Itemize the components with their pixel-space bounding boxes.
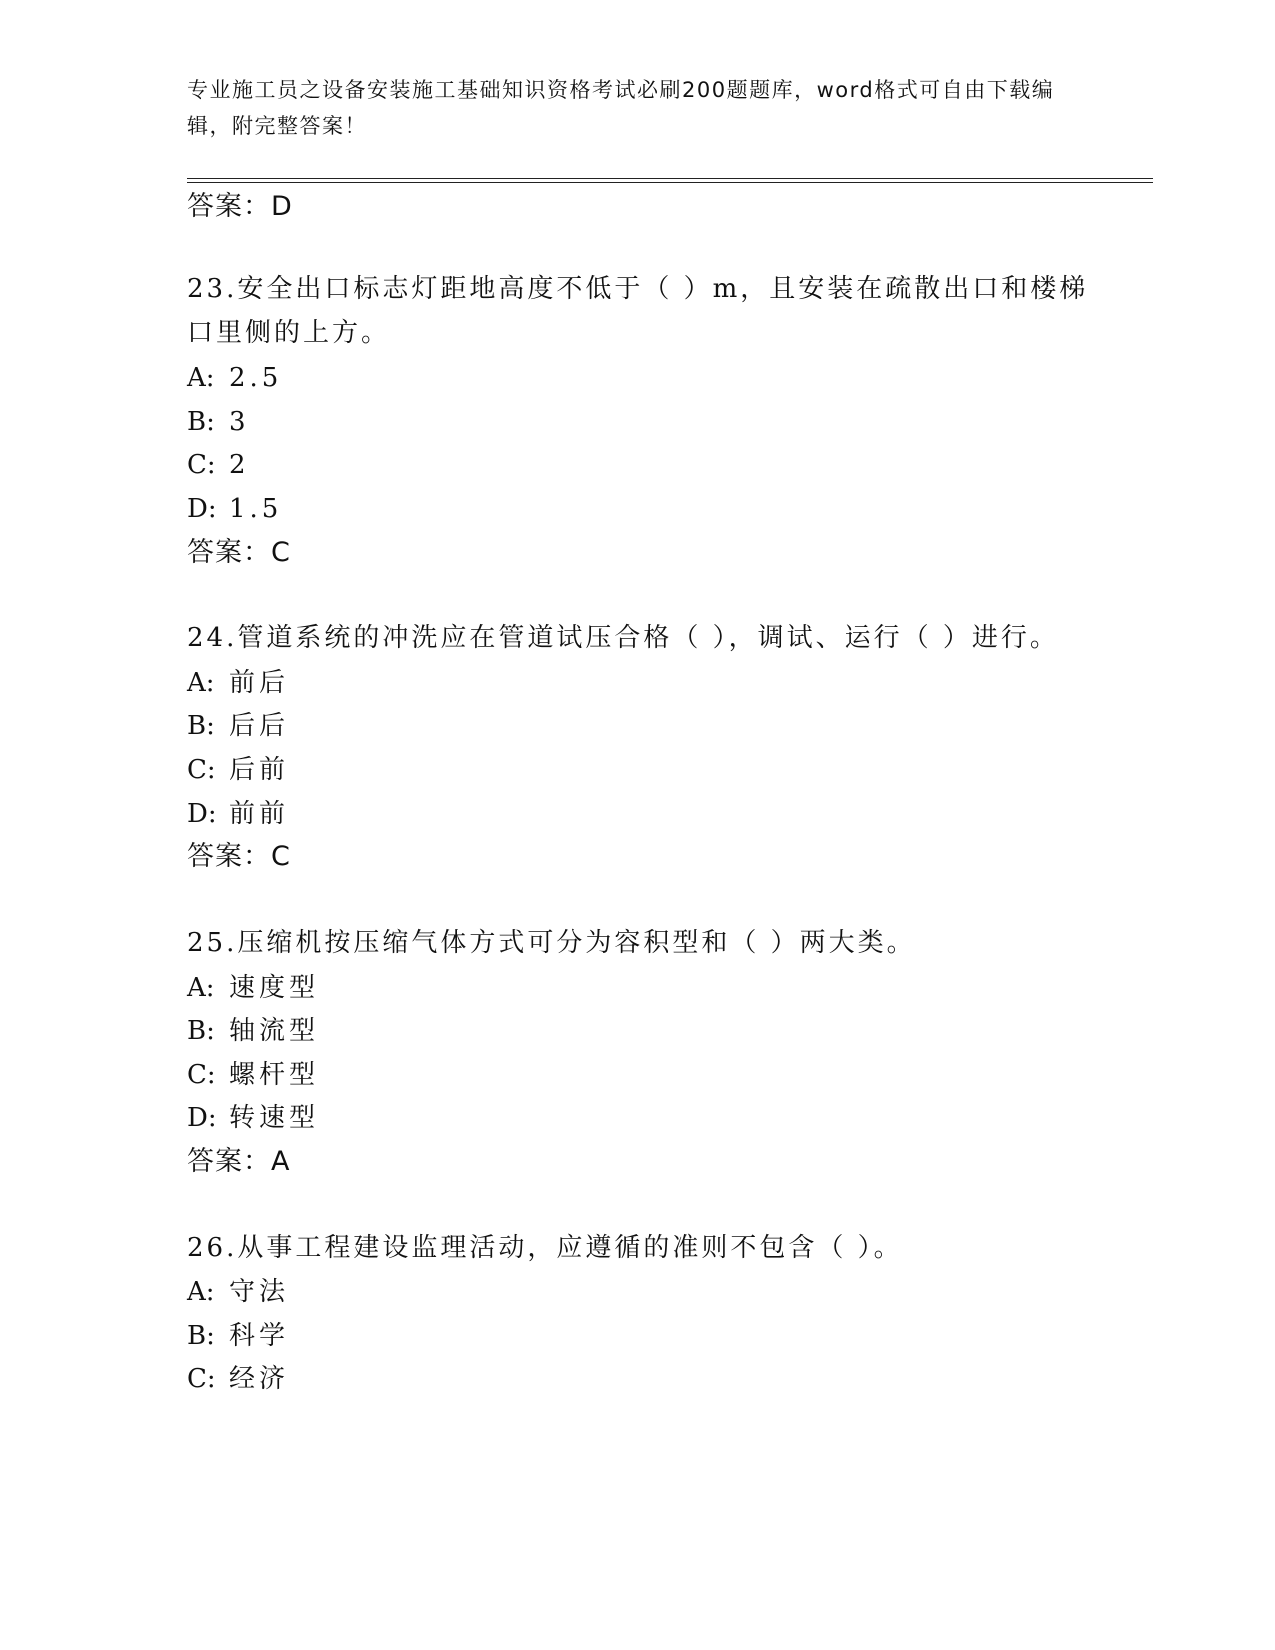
document-header-title: 专业施工员之设备安装施工基础知识资格考试必刷200题题库，word格式可自由下载编辑，附完整答案！ — [187, 78, 1055, 138]
question-24-answer: 答案：C — [187, 841, 291, 872]
question-26-option-c — [187, 1362, 289, 1396]
option-text: 螺杆型 — [229, 1060, 320, 1090]
question-23-text-line1: 23.安全出口标志灯距地高度不低于（ ）m，且安装在疏散出口和楼梯 — [187, 274, 1089, 304]
option-text: 后后 — [229, 711, 290, 741]
option-letter: D: — [187, 494, 217, 524]
question-23-text-line2: 口里侧的上方。 — [187, 318, 391, 348]
option-text: 转速型 — [229, 1103, 320, 1133]
option-letter: A: — [187, 668, 215, 698]
question-25-option-c — [187, 1058, 319, 1092]
question-23-option-d — [187, 492, 282, 526]
option-text: 2.5 — [229, 363, 283, 393]
question-25-option-d — [187, 1101, 319, 1135]
question-25-option-a — [187, 971, 319, 1005]
option-letter: A: — [187, 363, 215, 393]
question-26-text-line1: 26.从事工程建设监理活动，应遵循的准则不包含（ ）。 — [187, 1233, 903, 1263]
question-24-option-c — [187, 753, 289, 787]
question-25-text-line1: 25.压缩机按压缩气体方式可分为容积型和（ ）两大类。 — [187, 928, 916, 958]
option-letter: B: — [187, 1016, 215, 1046]
option-text: 3 — [229, 407, 250, 437]
question-25-option-b — [187, 1014, 319, 1048]
option-letter: A: — [187, 973, 215, 1003]
option-letter: C: — [187, 1060, 216, 1090]
option-letter: D: — [187, 799, 217, 829]
option-text: 科学 — [229, 1321, 290, 1351]
option-text: 轴流型 — [229, 1016, 320, 1046]
option-letter: C: — [187, 450, 216, 480]
option-text: 2 — [229, 450, 250, 480]
option-text: 前后 — [229, 668, 290, 698]
previous-answer: 答案：D — [187, 191, 293, 222]
option-letter: B: — [187, 711, 215, 741]
question-23-option-c — [187, 448, 250, 482]
question-24-option-a — [187, 666, 289, 700]
question-23-answer: 答案：C — [187, 537, 291, 568]
option-letter: C: — [187, 1364, 216, 1394]
option-text: 后前 — [229, 755, 290, 785]
option-text: 前前 — [229, 799, 290, 829]
option-letter: A: — [187, 1277, 215, 1307]
question-24-text-line1: 24.管道系统的冲洗应在管道试压合格（ ），调试、运行（ ）进行。 — [187, 623, 1059, 653]
question-26-option-a — [187, 1275, 289, 1309]
question-23-option-a — [187, 361, 282, 395]
option-letter: B: — [187, 1321, 215, 1351]
question-23-option-b — [187, 405, 250, 439]
option-text: 速度型 — [229, 973, 320, 1003]
question-26-option-b — [187, 1319, 289, 1353]
header-double-rule — [187, 178, 1153, 183]
option-letter: B: — [187, 407, 215, 437]
option-letter: D: — [187, 1103, 217, 1133]
question-25-answer: 答案：A — [187, 1146, 291, 1177]
question-24-option-b — [187, 709, 289, 743]
option-text: 1.5 — [229, 494, 283, 524]
option-text: 经济 — [229, 1364, 290, 1394]
option-text: 守法 — [229, 1277, 290, 1307]
option-letter: C: — [187, 755, 216, 785]
question-24-option-d — [187, 797, 289, 831]
